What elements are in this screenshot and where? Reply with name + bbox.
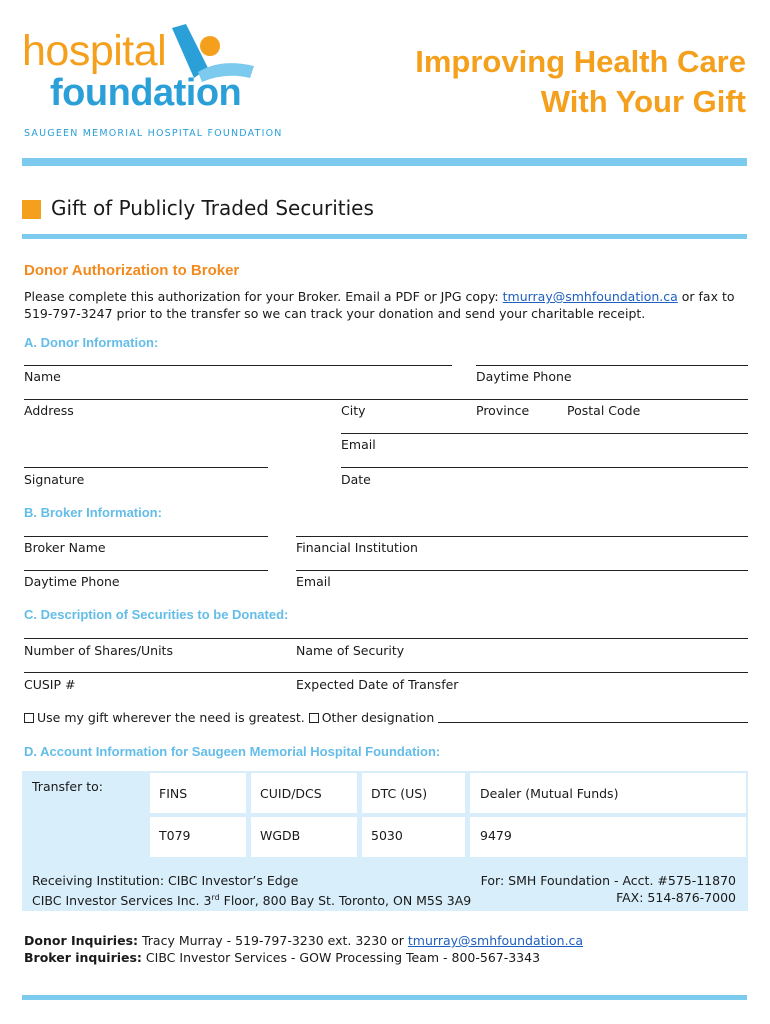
tagline-line-2: With Your Gift bbox=[540, 84, 746, 119]
section-bullet-icon bbox=[22, 200, 41, 219]
intro-email-link[interactable]: tmurray@smhfoundation.ca bbox=[502, 289, 678, 304]
intro-text-2: or fax to bbox=[677, 289, 735, 304]
receiving-line-1: Receiving Institution: CIBC Investor’s Edge bbox=[32, 873, 299, 888]
expected-date-label: Expected Date of Transfer bbox=[296, 677, 459, 692]
name-field[interactable] bbox=[24, 365, 452, 366]
address-label: Address bbox=[24, 403, 74, 418]
other-designation-checkbox[interactable] bbox=[309, 713, 319, 723]
header-divider bbox=[22, 158, 747, 166]
tagline bbox=[415, 42, 746, 122]
section-d-heading: D. Account Information for Saugeen Memorial Hospital Foundation: bbox=[24, 744, 441, 759]
cuid-header: CUID/DCS bbox=[260, 786, 322, 801]
email-field[interactable] bbox=[341, 433, 748, 434]
dtc-value: 5030 bbox=[371, 828, 403, 843]
other-designation-field[interactable] bbox=[438, 722, 748, 723]
postal-code-label: Postal Code bbox=[567, 403, 641, 418]
shares-label: Number of Shares/Units bbox=[24, 643, 173, 658]
dealer-value: 9479 bbox=[480, 828, 512, 843]
daytime-phone-field[interactable] bbox=[476, 365, 748, 366]
financial-institution-label: Financial Institution bbox=[296, 540, 418, 555]
transfer-to-label: Transfer to: bbox=[32, 779, 103, 794]
province-label: Province bbox=[476, 403, 530, 418]
section-c-heading: C. Description of Securities to be Donated: bbox=[24, 607, 289, 622]
section-b-heading: B. Broker Information: bbox=[24, 505, 162, 520]
signature-label: Signature bbox=[24, 472, 85, 487]
intro-text-1: Please complete this authorization for your Broker. Email a PDF or JPG copy: bbox=[24, 289, 503, 304]
date-field[interactable] bbox=[341, 467, 748, 468]
broker-email-field[interactable] bbox=[296, 570, 748, 571]
footer-divider bbox=[22, 995, 747, 1000]
broker-name-field[interactable] bbox=[24, 536, 268, 537]
date-label: Date bbox=[341, 472, 371, 487]
daytime-phone-label: Daytime Phone bbox=[476, 369, 572, 384]
donor-inquiries-email[interactable]: tmurray@smhfoundation.ca bbox=[407, 933, 584, 948]
logo-text-hospital: hospital bbox=[22, 27, 167, 75]
other-designation-label: Other designation bbox=[321, 710, 435, 725]
page-title: Gift of Publicly Traded Securities bbox=[51, 196, 374, 220]
cusip-field[interactable] bbox=[24, 672, 748, 673]
dealer-header: Dealer (Mutual Funds) bbox=[480, 786, 619, 801]
need-greatest-label: Use my gift wherever the need is greatest. bbox=[37, 710, 305, 725]
designation-options bbox=[24, 710, 434, 725]
broker-inquiries-text: CIBC Investor Services - GOW Processing Team - 800-567-3343 bbox=[141, 950, 541, 965]
broker-email-label: Email bbox=[296, 574, 331, 589]
intro-text-3: 519-797-3247 prior to the transfer so we can track your donation and send your charitable receipt. bbox=[24, 306, 646, 321]
logo bbox=[0, 0, 300, 150]
broker-inquiries bbox=[24, 950, 540, 965]
donor-authorization-heading: Donor Authorization to Broker bbox=[24, 262, 240, 279]
section-a-heading: A. Donor Information: bbox=[24, 335, 159, 350]
receiving-line-2: CIBC Investor Services Inc. 3rd Floor, 800 Bay St. Toronto, ON M5S 3A9 bbox=[32, 893, 472, 909]
fax-line: FAX: 514-876-7000 bbox=[616, 890, 736, 905]
broker-phone-field[interactable] bbox=[24, 570, 268, 571]
account-for bbox=[481, 872, 736, 906]
cusip-label: CUSIP # bbox=[24, 677, 76, 692]
logo-subtitle: SAUGEEN MEMORIAL HOSPITAL FOUNDATION bbox=[24, 128, 283, 139]
signature-field[interactable] bbox=[24, 467, 268, 468]
financial-institution-field[interactable] bbox=[296, 536, 748, 537]
account-line: For: SMH Foundation - Acct. #575-11870 bbox=[480, 873, 736, 888]
cuid-value: WGDB bbox=[260, 828, 301, 843]
need-greatest-checkbox[interactable] bbox=[24, 713, 34, 723]
donor-inquiries bbox=[24, 933, 583, 948]
tagline-line-1: Improving Health Care bbox=[415, 44, 746, 79]
broker-name-label: Broker Name bbox=[24, 540, 106, 555]
dtc-header: DTC (US) bbox=[371, 786, 428, 801]
intro-paragraph bbox=[24, 288, 748, 322]
address-field[interactable] bbox=[24, 399, 748, 400]
fins-value: T079 bbox=[159, 828, 191, 843]
city-label: City bbox=[341, 403, 366, 418]
donor-inquiries-text: Tracy Murray - 519-797-3230 ext. 3230 or bbox=[138, 933, 408, 948]
shares-field[interactable] bbox=[24, 638, 748, 639]
security-name-label: Name of Security bbox=[296, 643, 405, 658]
fins-header: FINS bbox=[159, 786, 188, 801]
broker-inquiries-label: Broker inquiries: bbox=[24, 950, 142, 965]
email-label: Email bbox=[341, 437, 376, 452]
broker-phone-label: Daytime Phone bbox=[24, 574, 120, 589]
logo-text-foundation: foundation bbox=[50, 72, 242, 114]
title-divider bbox=[22, 234, 747, 239]
name-label: Name bbox=[24, 369, 61, 384]
donor-inquiries-label: Donor Inquiries: bbox=[24, 933, 139, 948]
receiving-institution bbox=[32, 872, 471, 909]
